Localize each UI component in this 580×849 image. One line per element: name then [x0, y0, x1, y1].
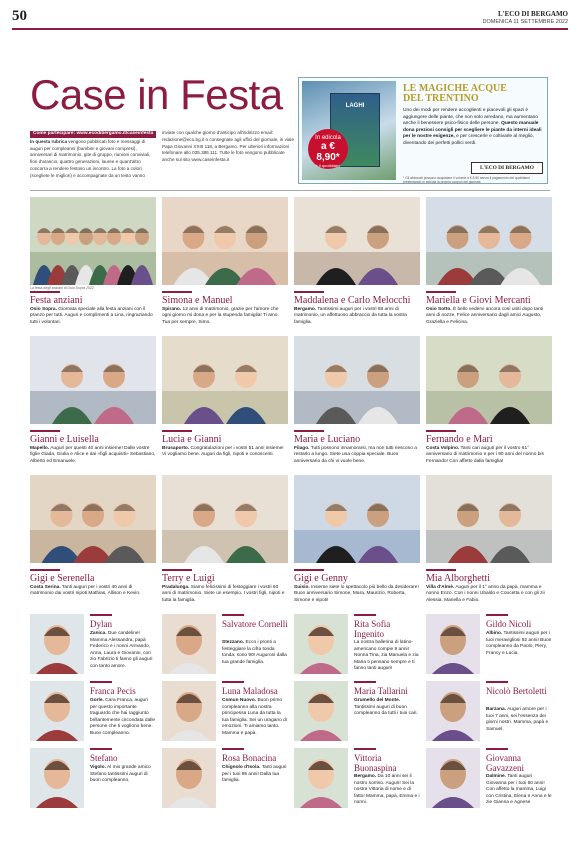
photo-caption	[294, 564, 420, 568]
birthday-item	[294, 748, 420, 811]
photo-illustration	[426, 197, 552, 285]
announcement-card	[426, 336, 552, 465]
birthday-text	[222, 698, 288, 738]
birthday-name: Giovanna Gavazzeni	[486, 753, 524, 773]
photo-caption	[162, 425, 288, 429]
birthday-name: Salvatore Cornelli	[222, 619, 288, 629]
ad-text-bold: Questo manuale dona preziosi consigli per scegliere le piante da interni ideali per le nostre esigenze,	[403, 121, 542, 140]
birthday-name: Luna Maladosa	[222, 686, 278, 696]
section-title: Case in Festa	[30, 71, 283, 118]
announcement-location: Villa d'Almè.	[426, 584, 455, 590]
birthday-text	[354, 774, 420, 807]
announcement-card	[426, 475, 552, 604]
photo-caption	[426, 425, 552, 429]
portrait-photo	[294, 614, 348, 674]
announcement-text	[162, 585, 288, 605]
portrait-illustration	[30, 748, 84, 808]
ad-text	[403, 108, 545, 148]
announcement-text	[30, 307, 156, 327]
birthday-text	[354, 698, 420, 718]
birthday-item	[162, 681, 288, 744]
photo-illustration	[30, 197, 156, 285]
portrait-illustration	[30, 614, 84, 674]
photo-caption	[426, 286, 552, 290]
portrait-photo	[162, 681, 216, 741]
birthday-location: Gorle.	[90, 698, 104, 703]
announcement-text	[30, 585, 156, 598]
portrait-illustration	[162, 748, 216, 808]
portrait-photo	[30, 681, 84, 741]
announcement-card	[294, 336, 420, 465]
photo-caption	[162, 286, 288, 290]
photo-caption: La festa degli anziani di Osio Sopra 2022	[30, 286, 94, 290]
birthday-name: Franca Pecis	[90, 686, 136, 696]
photo-illustration	[162, 475, 288, 563]
birthday-message: Cara Franca, auguri per questo importante traguardo che hai raggiunto brillantemente circondata dalle persone che ti vogliono bene. Buon compleanno.	[90, 698, 156, 736]
photo-caption	[426, 564, 552, 568]
book-cover-label: LAGHI	[345, 103, 365, 109]
announcement-location: Costa Volpino.	[426, 445, 460, 451]
ad-logo: L'ECO DI BERGAMO	[471, 162, 543, 174]
announcement-card	[294, 475, 420, 604]
portrait-photo	[30, 748, 84, 808]
birthday-location: Vigolo.	[90, 765, 106, 770]
name-rule	[162, 569, 192, 571]
announcement-location: Osio Sopra.	[30, 306, 57, 312]
birthday-text	[90, 765, 156, 785]
ad-title-line-1: LE MAGICHE ACQUE	[403, 83, 507, 94]
announcement-location: Spirano.	[162, 306, 182, 312]
birthday-text	[222, 765, 288, 785]
announcement-name: Festa anziani	[30, 294, 83, 306]
photo-illustration	[294, 197, 420, 285]
photo-illustration	[426, 475, 552, 563]
announcement-name: Maddalena e Carlo Melocchi	[294, 294, 411, 306]
birthday-text	[222, 640, 288, 666]
birthday-message: Tantissimi auguri di buon compleanno da tutti i tuoi cari.	[354, 704, 418, 717]
birthday-message: La nostra ballerina di latino-americano compie 9 anni! Nonna Tina, zia Manuela e zia Maria ti pensano sempre e ti fanno tanti auguri!	[354, 640, 419, 672]
announcement-text	[30, 446, 156, 466]
portrait-photo	[426, 614, 480, 674]
birthday-location: Bergamo.	[354, 774, 377, 779]
announcement-message: Tutti possono innamorarsi, ma non tutti riescono a restarlo a lungo. Siete una coppia speciale. Buon anniversario da chi vi vuole bene.	[294, 445, 417, 464]
birthday-location: Barzana.	[486, 707, 506, 712]
photo-illustration	[426, 336, 552, 424]
ad-title	[403, 84, 507, 104]
name-rule	[222, 614, 244, 616]
birthday-item	[30, 748, 156, 811]
header-rule	[12, 28, 568, 30]
badge-line-3: + il quotidiano	[315, 163, 341, 168]
announcement-name: Gigi e Genny	[294, 572, 348, 584]
name-rule	[30, 569, 60, 571]
intro-column-2	[162, 130, 294, 164]
announcement-message: È bello vedervi ancora così uniti dopo tanti anni di nozze. Felice anniversario dagli amici Augusto, Graziella e Felicina.	[426, 306, 544, 325]
announcement-photo	[162, 336, 288, 424]
photo-caption	[294, 286, 420, 290]
birthday-location: Comun Nuovo.	[222, 698, 257, 703]
announcement-name: Gianni e Luisella	[30, 433, 99, 445]
book-advertisement[interactable]	[298, 77, 548, 184]
announcement-photo	[162, 197, 288, 285]
birthday-message: Buon primo compleanno alla nostra principessa Luna da tutta la tua famiglia. Sei un uragano di emozioni. Ti amiamo tanto. Mamma e papà.	[222, 698, 287, 736]
birthday-item	[162, 614, 288, 677]
announcement-location: Costa Serina.	[30, 584, 61, 590]
name-rule	[486, 748, 508, 750]
birthday-item	[426, 614, 552, 677]
announcement-photo	[294, 336, 420, 424]
birthday-text	[486, 707, 552, 733]
name-rule	[354, 614, 376, 616]
announcement-card	[30, 197, 156, 326]
badge-line-1: In edicola	[315, 135, 341, 141]
announcement-card	[426, 197, 552, 326]
portrait-photo	[426, 748, 480, 808]
announcement-photo	[294, 197, 420, 285]
announcement-location: Pradalunga.	[162, 584, 190, 590]
birthday-message: Ecco i pronti a festeggiare la cifra tonda tonda: sono 90! Auguroni dalla tua grande famiglia.	[222, 640, 287, 665]
announcement-message: Giornata speciale alla festa anziani con il pranzo per tutti. Auguri e complimenti a Lina, ringraziando tutti i volontari.	[30, 306, 153, 325]
birthday-item	[30, 614, 156, 677]
badge-price: a € 8,90*	[316, 141, 340, 163]
announcement-message: Auguri per il 1° anno da papà, mamma e nonno Enzo. Con i nonni Ubaldo e Concetta e con gli zii Alessia, Mariella e Fabio.	[426, 584, 545, 603]
announcement-location: Bergamo.	[294, 306, 317, 312]
participation-link[interactable]: Come partecipare: www.ecodibergamo.it/caseinfesta	[30, 131, 156, 138]
name-rule	[30, 430, 60, 432]
intro-lead: In questa rubrica	[30, 138, 68, 144]
photo-caption	[30, 425, 156, 429]
announcement-message: Siamo felicissimi di festeggiare i vostri 60 anni di matrimonio. Siete un esempio. I vostri figli, nipoti e tutta la famiglia.	[162, 584, 285, 603]
announcement-card	[30, 475, 156, 598]
photo-illustration	[30, 475, 156, 563]
name-rule	[162, 430, 192, 432]
announcement-photo	[30, 197, 156, 285]
name-rule	[426, 291, 456, 293]
birthday-message: Tantissimi auguri per i tuoi meravigliosi 92 anni! Buon compleanno da Paolo, Piery, Francy e Lucia.	[486, 631, 552, 656]
name-rule	[222, 748, 244, 750]
birthday-item	[426, 681, 552, 744]
name-rule	[486, 681, 508, 683]
portrait-illustration	[30, 681, 84, 741]
portrait-illustration	[426, 681, 480, 741]
name-rule	[90, 681, 112, 683]
portrait-illustration	[426, 614, 480, 674]
announcement-card	[30, 336, 156, 465]
name-rule	[426, 430, 456, 432]
portrait-photo	[426, 681, 480, 741]
name-rule	[486, 614, 508, 616]
newspaper-brand: L'ECO DI BERGAMO	[497, 10, 568, 18]
birthday-message: Due candeline! Mamma Alessandra, papà Federico e i nonni Armando, Anna, Laura e Giovanni, con zio Fabrizio ti fanno gli auguri con tanto amore.	[90, 631, 153, 669]
grid-divider	[30, 190, 550, 191]
announcement-name: Lucia e Gianni	[162, 433, 222, 445]
announcement-card	[162, 475, 288, 604]
name-rule	[294, 569, 324, 571]
photo-illustration	[30, 336, 156, 424]
birthday-message: Da 10 anni sei il nostro sorriso. Auguri! Sei la nostra Vittoria di nome e di fatto! Mamma, papà, Emma e i nonni.	[354, 774, 420, 806]
birthday-location: Grumello del Monte.	[354, 698, 401, 703]
announcement-photo	[426, 336, 552, 424]
announcement-photo	[162, 475, 288, 563]
portrait-photo	[30, 614, 84, 674]
announcement-name: Maria e Luciano	[294, 433, 361, 445]
announcement-text	[162, 307, 288, 327]
page-number: 50	[12, 8, 27, 24]
announcement-name: Mia Alborghetti	[426, 572, 490, 584]
birthday-name: Nicolò Bertoletti	[486, 686, 547, 696]
name-rule	[90, 748, 112, 750]
photo-illustration	[162, 197, 288, 285]
birthday-location: Albino.	[486, 631, 503, 636]
announcement-text	[426, 585, 552, 605]
photo-illustration	[294, 336, 420, 424]
announcement-photo	[426, 197, 552, 285]
announcement-photo	[426, 475, 552, 563]
ad-title-line-2: DEL TRENTINO	[403, 93, 479, 104]
announcement-name: Simona e Manuel	[162, 294, 233, 306]
name-rule	[354, 748, 376, 750]
birthday-text	[486, 774, 552, 807]
name-rule	[222, 681, 244, 683]
portrait-illustration	[294, 614, 348, 674]
birthday-name: Rita Sofia Ingenito	[354, 619, 391, 639]
announcement-location: Osio Sotto.	[426, 306, 452, 312]
portrait-photo	[162, 748, 216, 808]
intro-text-1: vengono pubblicati foto e messaggi di auguri per compleanni (bambini e giovani compresi), anniversari di matrimonio, gite di gruppo, riunioni conviviali, fiori d'arancio, quattro generazioni, lauree e quant'altro concorra a rendere festoso un incontro. La foto a colori (scegliete le migliori) e accompagnate da un testo vanno	[30, 138, 151, 178]
birthday-item	[30, 681, 156, 744]
ad-text-end: e per crescerle e coltivarle al meglio, diventando dei perfetti pollici verdi.	[403, 134, 534, 146]
announcement-photo	[30, 336, 156, 424]
announcement-message: Insieme siete lo spettacolo più bello da desiderare! Buon anniversario Simone, Mara, Maurizio, Roberta, Simone e nipoti!	[294, 584, 419, 603]
portrait-illustration	[162, 681, 216, 741]
birthday-message: Auguri amore per i tuoi 7 anni, sei l'essenza dei giorni nostri. Mamma, papà e Samuel.	[486, 707, 549, 732]
name-rule	[162, 291, 192, 293]
announcement-message: Tantissimi auguri per i vostri 68 anni di matrimonio, un affettuoso abbraccio da tutta la vostra famiglia.	[294, 306, 407, 325]
photo-caption	[162, 564, 288, 568]
announcement-text	[162, 446, 288, 459]
name-rule	[90, 614, 112, 616]
birthday-message: Al mio grande amico Stefano tantissimi auguri di buon compleanno.	[90, 765, 151, 784]
announcement-location: Mapello.	[30, 445, 50, 451]
announcement-message: Tanti auguri per i vostri 40 anni di matrimonio dai vostri nipoti Mathias, Allison e Kevin.	[30, 584, 141, 597]
birthday-item	[294, 681, 420, 744]
announcement-location: Brusaporto.	[162, 445, 190, 451]
name-rule	[354, 681, 376, 683]
announcement-name: Mariella e Giovi Mercanti	[426, 294, 531, 306]
announcement-card	[162, 197, 288, 326]
announcement-name: Terry e Luigi	[162, 572, 215, 584]
issue-date: DOMENICA 11 SETTEMBRE 2022	[482, 19, 568, 25]
portrait-illustration	[294, 681, 348, 741]
portrait-illustration	[162, 614, 216, 674]
portrait-illustration	[426, 748, 480, 808]
name-rule	[294, 291, 324, 293]
photo-illustration	[294, 475, 420, 563]
portrait-photo	[294, 748, 348, 808]
birthday-text	[354, 640, 420, 673]
announcement-message: 12 anni di matrimonio, grazie per l'amore che ogni giorno mi dona e per la stupenda famiglia! Ti amo. Tua per sempre, Simo.	[162, 306, 279, 325]
name-rule	[426, 569, 456, 571]
birthday-location: Stezzano.	[222, 640, 245, 645]
announcement-location: Suisio.	[294, 584, 310, 590]
birthday-item	[294, 614, 420, 677]
birthday-location: Chignolo d'Isola.	[222, 765, 261, 770]
announcement-photo	[30, 475, 156, 563]
price-badge	[308, 129, 348, 169]
birthday-text	[90, 698, 156, 738]
announcement-text	[294, 307, 420, 327]
birthday-item	[162, 748, 288, 811]
announcement-location: Filago.	[294, 445, 310, 451]
portrait-photo	[294, 681, 348, 741]
announcement-text	[426, 446, 552, 466]
photo-illustration	[162, 336, 288, 424]
ad-image	[302, 81, 396, 180]
announcement-text	[294, 585, 420, 605]
announcement-text	[426, 307, 552, 327]
birthday-name: Gildo Nicoli	[486, 619, 532, 629]
announcement-card	[162, 336, 288, 459]
portrait-illustration	[294, 748, 348, 808]
announcement-message: Auguri per questi 40 anni insieme! Dalle vostre figlie Giada, Giulia e Alice e dai «figli acquisiti» Sebastiano, Alberto ed Emanuele.	[30, 445, 156, 464]
birthday-name: Rosa Bonacina	[222, 753, 277, 763]
photo-caption	[294, 425, 420, 429]
photo-caption	[30, 564, 156, 568]
ad-fine-print: * Gli abbonati possono acquistare il volume a € 8,90 senza il pagamento del quotidiano presentando in edicola la propria coupon del giornale.	[403, 176, 531, 184]
announcement-message: Tanti cari auguri per il vostro 61° anniversario di matrimonio e per i 90 anni del nonno bis Fernando! Con affetto dalla famiglia!	[426, 445, 544, 464]
announcement-message: Congratulazioni per i vostri 51 anni insieme! Vi vogliamo bene. Auguri da figli, nipoti e conoscenti.	[162, 445, 284, 458]
birthday-message: Tanti auguri Giovanna per i tuoi 60 anni! Con affetto la mamma, Luigi con Cristina, Elena e Anna e le zie Gianna e Agnese.	[486, 774, 552, 806]
birthday-name: Dylan	[90, 619, 112, 629]
page-header	[12, 10, 568, 30]
name-rule	[30, 291, 60, 293]
announcement-text	[294, 446, 420, 466]
announcement-name: Fernando e Marì	[426, 433, 493, 445]
birthday-name: Vittoria Buonaspina	[354, 753, 397, 773]
birthday-location: Zanica.	[90, 631, 107, 636]
intro-column-1	[30, 130, 158, 180]
birthday-name: Maria Tallarini	[354, 686, 408, 696]
portrait-photo	[162, 614, 216, 674]
birthday-location: Dalmine.	[486, 774, 506, 779]
ad-text-plain: Uno dei modi per rendere accoglienti e piacevoli gli spazi è aggiungere delle piante, che non solo arredano, ma aumentano anche il benessere psico-fisico delle persone.	[403, 108, 538, 127]
birthday-text	[486, 631, 552, 657]
announcement-name: Gigi e Serenella	[30, 572, 95, 584]
name-rule	[294, 430, 324, 432]
intro-text-2: inviate con qualche giorno d'anticipo all'indirizzo email: redazione@eco.bg.it o consegnate agli uffici del giornale, in viale Papa Giovanni XXIII 118, a Bergamo. Per ulteriori informazioni telefonare allo 035.386.111. Tutte le foto vengono pubblicate anche sul sito www.caseinfesta.it	[162, 130, 295, 163]
announcement-card	[294, 197, 420, 326]
birthday-item	[426, 748, 552, 811]
birthday-message: Tanti auguri per i tuoi 95 anni! Dalla tua famiglia.	[222, 765, 287, 784]
birthday-name: Stefano	[90, 753, 118, 763]
birthday-text	[90, 631, 156, 671]
announcement-photo	[294, 475, 420, 563]
